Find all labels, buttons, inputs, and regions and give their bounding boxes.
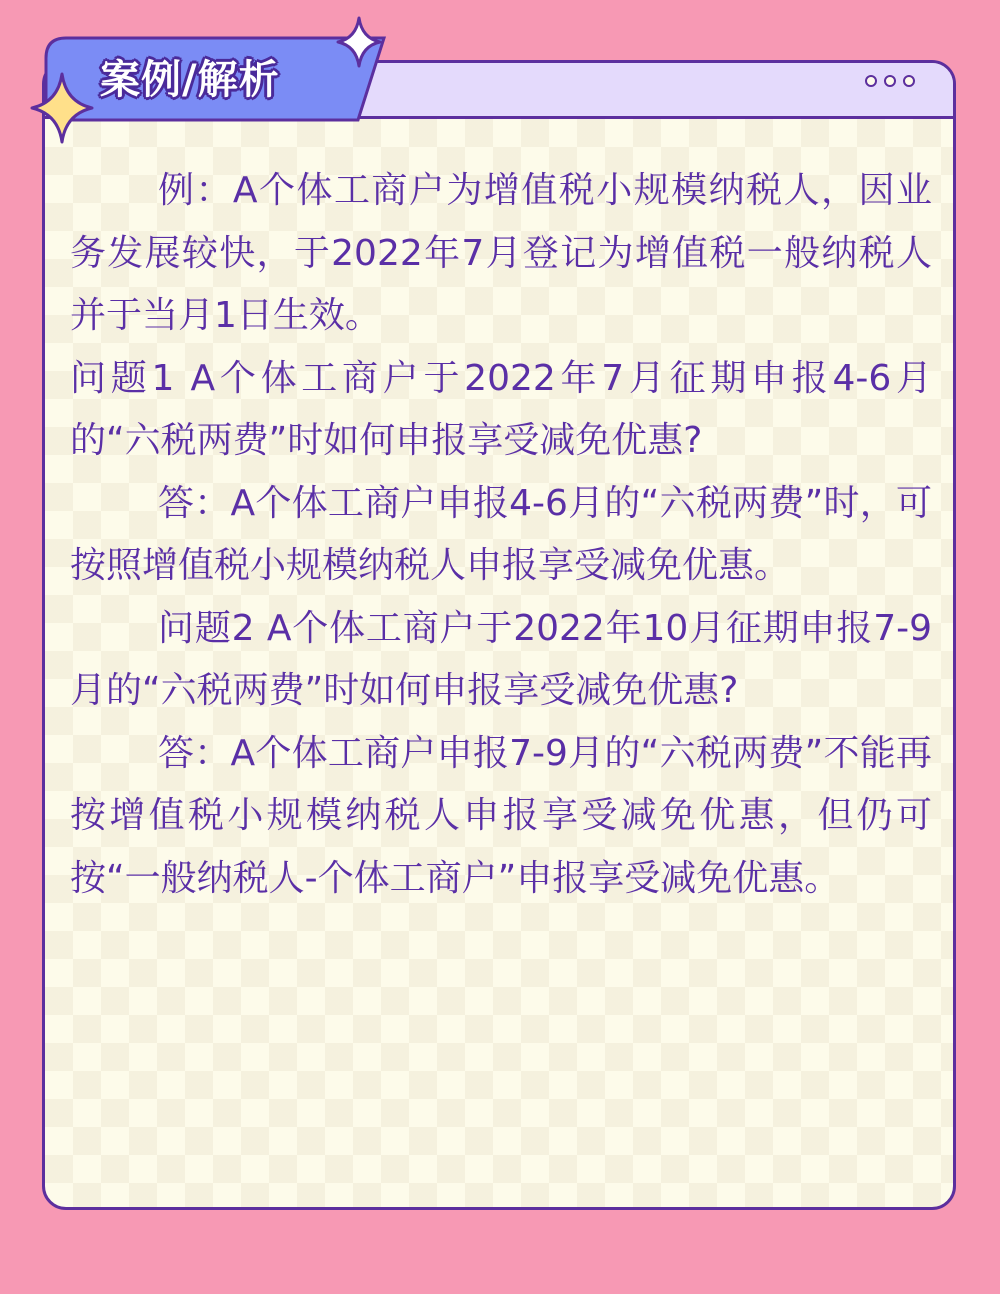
- sparkle-icon: [336, 16, 382, 68]
- sparkle-icon: [30, 72, 94, 144]
- page-title: 案例/解析: [100, 57, 280, 103]
- answer-2: 答：A个体工商户申报7-9月的“六税两费”不能再按增值税小规模纳税人申报享受减免优惠，但仍可按“一般纳税人-个体工商户”申报享受减免优惠。: [70, 732, 932, 899]
- answer-1: 答：A个体工商户申报4-6月的“六税两费”时，可按照增值税小规模纳税人申报享受减免优惠。: [70, 482, 932, 586]
- dot-icon: [884, 75, 896, 87]
- dot-icon: [903, 75, 915, 87]
- question-1: 问题1 A个体工商户于2022年7月征期申报4-6月的“六税两费”时如何申报享受减免优惠?: [70, 357, 932, 461]
- article-body: [70, 160, 932, 910]
- example-paragraph: 例：A个体工商户为增值税小规模纳税人，因业务发展较快，于2022年7月登记为增值税一般纳税人并于当月1日生效。: [70, 170, 932, 336]
- window-dots: [865, 75, 915, 87]
- dot-icon: [865, 75, 877, 87]
- question-2: 问题2 A个体工商户于2022年10月征期申报7-9月的“六税两费”时如何申报享受减免优惠?: [70, 607, 932, 711]
